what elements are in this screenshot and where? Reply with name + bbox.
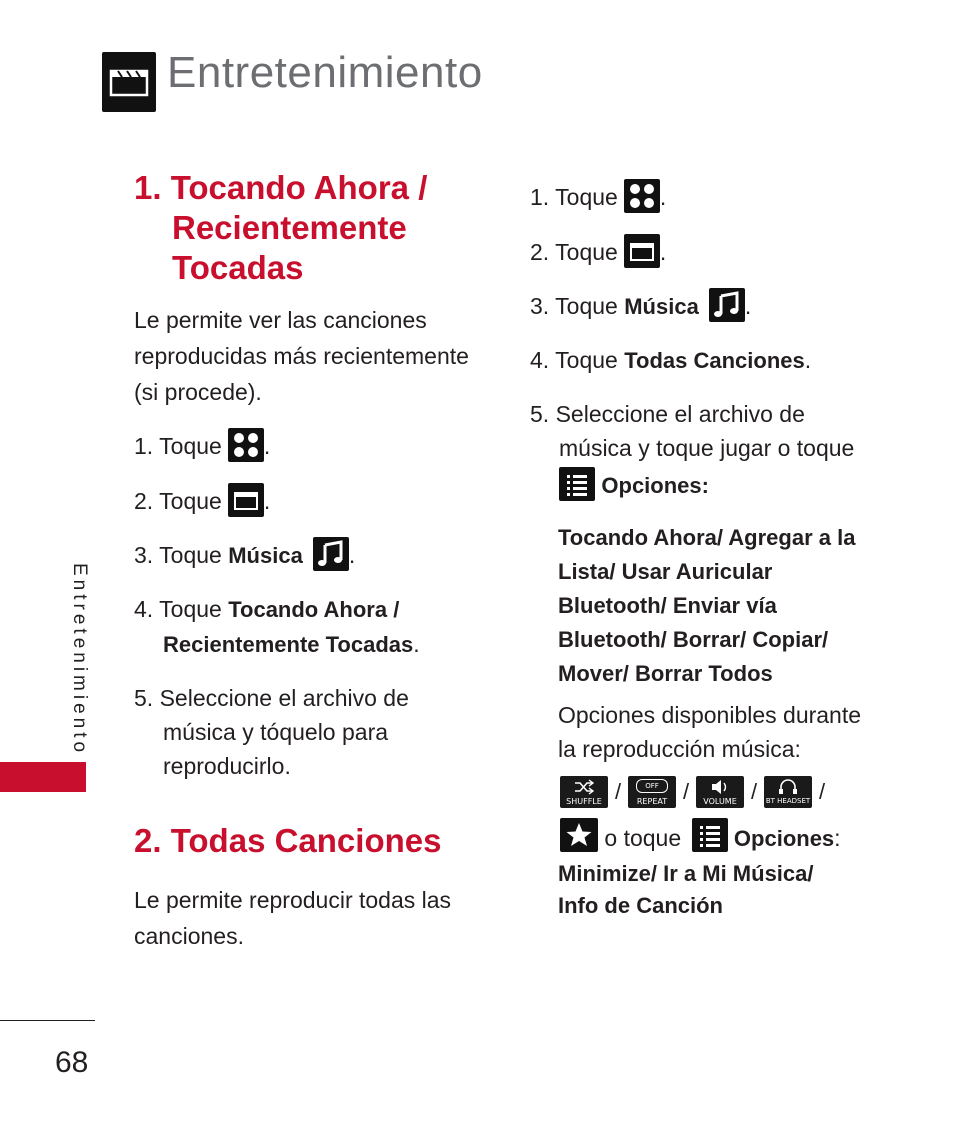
- options-line-2: Lista/ Usar Auricular: [558, 559, 773, 584]
- more-options-line-2: Info de Canción: [558, 893, 723, 918]
- step-text: 1. Toque: [134, 433, 222, 459]
- step-text: 4. Toque: [134, 596, 222, 622]
- film-clapper-icon: [624, 234, 660, 268]
- section-1-title-line-2: Recientemente: [172, 209, 407, 246]
- section-1-step-3: [134, 537, 355, 573]
- volume-icon: [696, 776, 744, 808]
- page-title: Entretenimiento: [167, 48, 483, 97]
- music-note-icon: [313, 537, 349, 571]
- opciones-label: Opciones:: [601, 473, 709, 498]
- section-2-title: 2. Todas Canciones: [134, 822, 442, 859]
- bt-headset-caption: BT HEADSET: [765, 797, 811, 805]
- star-icon: [560, 818, 598, 852]
- step-period: .: [348, 542, 356, 568]
- favorite-row: [560, 818, 841, 857]
- sidebar-tab-marker: [0, 762, 86, 792]
- tocando-ahora-label: Tocando Ahora /: [228, 597, 400, 622]
- step-5-line-1: 5. Seleccione el archivo de: [134, 685, 409, 711]
- section-2-description: [134, 882, 484, 954]
- section-1-title-line-1: 1. Tocando Ahora /: [134, 169, 428, 206]
- step-5-line-1: 5. Seleccione el archivo de: [530, 401, 805, 427]
- film-clapper-icon: [102, 52, 156, 112]
- playback-controls: [560, 776, 832, 808]
- shuffle-icon: [560, 776, 608, 808]
- menu-grid-icon: [624, 179, 660, 213]
- step-period: .: [413, 631, 420, 657]
- section-2-desc-line-1: Le permite reproducir todas las: [134, 887, 452, 913]
- slash: /: [682, 779, 690, 804]
- step-5-line-3: reproducirlo.: [163, 753, 291, 779]
- section-1-step-5: [134, 681, 409, 783]
- more-options-line-1: Minimize/ Ir a Mi Música/: [558, 861, 814, 886]
- section-2-step-2: [530, 234, 666, 269]
- todas-canciones-label: Todas Canciones: [624, 348, 805, 373]
- step-period: .: [804, 347, 812, 373]
- slash: /: [818, 779, 826, 804]
- footer-divider: [0, 1020, 95, 1021]
- section-2-step-1: [530, 179, 666, 214]
- list-menu-icon: [692, 818, 728, 852]
- section-1-step-4: [134, 592, 420, 662]
- sidebar-section-label: Entretenimiento: [69, 563, 90, 757]
- section-2-step-3: [530, 288, 751, 324]
- or-touch-text: o toque: [604, 825, 682, 851]
- repeat-caption: REPEAT: [636, 797, 668, 806]
- step-5-line-2: música y toque jugar o toque: [559, 435, 855, 461]
- section-1-desc-line-3: (si procede).: [134, 379, 262, 405]
- step-text: 2. Toque: [530, 239, 618, 265]
- step-5-line-2: música y tóquelo para: [163, 719, 389, 745]
- list-menu-icon: [559, 467, 595, 501]
- menu-grid-icon: [228, 428, 264, 462]
- step-text: 3. Toque: [134, 542, 222, 568]
- step-text: 1. Toque: [530, 184, 618, 210]
- during-line-1: Opciones disponibles durante: [558, 702, 862, 728]
- bluetooth-headset-icon: [764, 776, 812, 808]
- step-text: 4. Toque: [530, 347, 618, 373]
- music-note-icon: [709, 288, 745, 322]
- section-1-title-line-3: Tocadas: [172, 249, 304, 286]
- section-1-desc-line-1: Le permite ver las canciones: [134, 307, 427, 333]
- step-text: 3. Toque: [530, 293, 618, 319]
- options-line-5: Mover/ Borrar Todos: [558, 661, 773, 686]
- step-text: 2. Toque: [134, 488, 222, 514]
- options-line-3: Bluetooth/ Enviar vía: [558, 593, 777, 618]
- section-2-step-4: [530, 343, 811, 378]
- during-line-2: la reproducción música:: [558, 736, 801, 762]
- step-period: .: [659, 239, 667, 265]
- options-line-1: Tocando Ahora/ Agregar a la: [558, 525, 856, 550]
- section-1-title: [134, 168, 454, 288]
- step-period: .: [263, 488, 271, 514]
- section-2-desc-line-2: canciones.: [134, 923, 244, 949]
- section-1-desc-line-2: reproducidas más recientemente: [134, 343, 469, 369]
- step-period: .: [659, 184, 667, 210]
- section-1-step-2: [134, 483, 270, 518]
- musica-label: Música: [228, 543, 303, 568]
- volume-caption: VOLUME: [703, 797, 737, 806]
- options-list: [558, 521, 888, 691]
- repeat-icon: [628, 776, 676, 808]
- step-period: .: [263, 433, 271, 459]
- colon: :: [834, 825, 841, 851]
- page-number: 68: [55, 1046, 89, 1079]
- step-period: .: [744, 293, 752, 319]
- options-line-4: Bluetooth/ Borrar/ Copiar/: [558, 627, 829, 652]
- section-2-step-5: [530, 397, 854, 503]
- slash: /: [614, 779, 622, 804]
- shuffle-caption: SHUFFLE: [566, 797, 602, 806]
- during-playback-text: [558, 698, 888, 766]
- section-1-step-1: [134, 428, 270, 463]
- film-clapper-icon: [228, 483, 264, 517]
- recientemente-tocadas-label: Recientemente Tocadas: [163, 632, 414, 657]
- repeat-state: OFF: [636, 779, 668, 793]
- more-options-list: [558, 858, 898, 922]
- musica-label: Música: [624, 294, 699, 319]
- section-1-description: [134, 302, 484, 410]
- opciones-label: Opciones: [733, 826, 835, 851]
- slash: /: [750, 779, 758, 804]
